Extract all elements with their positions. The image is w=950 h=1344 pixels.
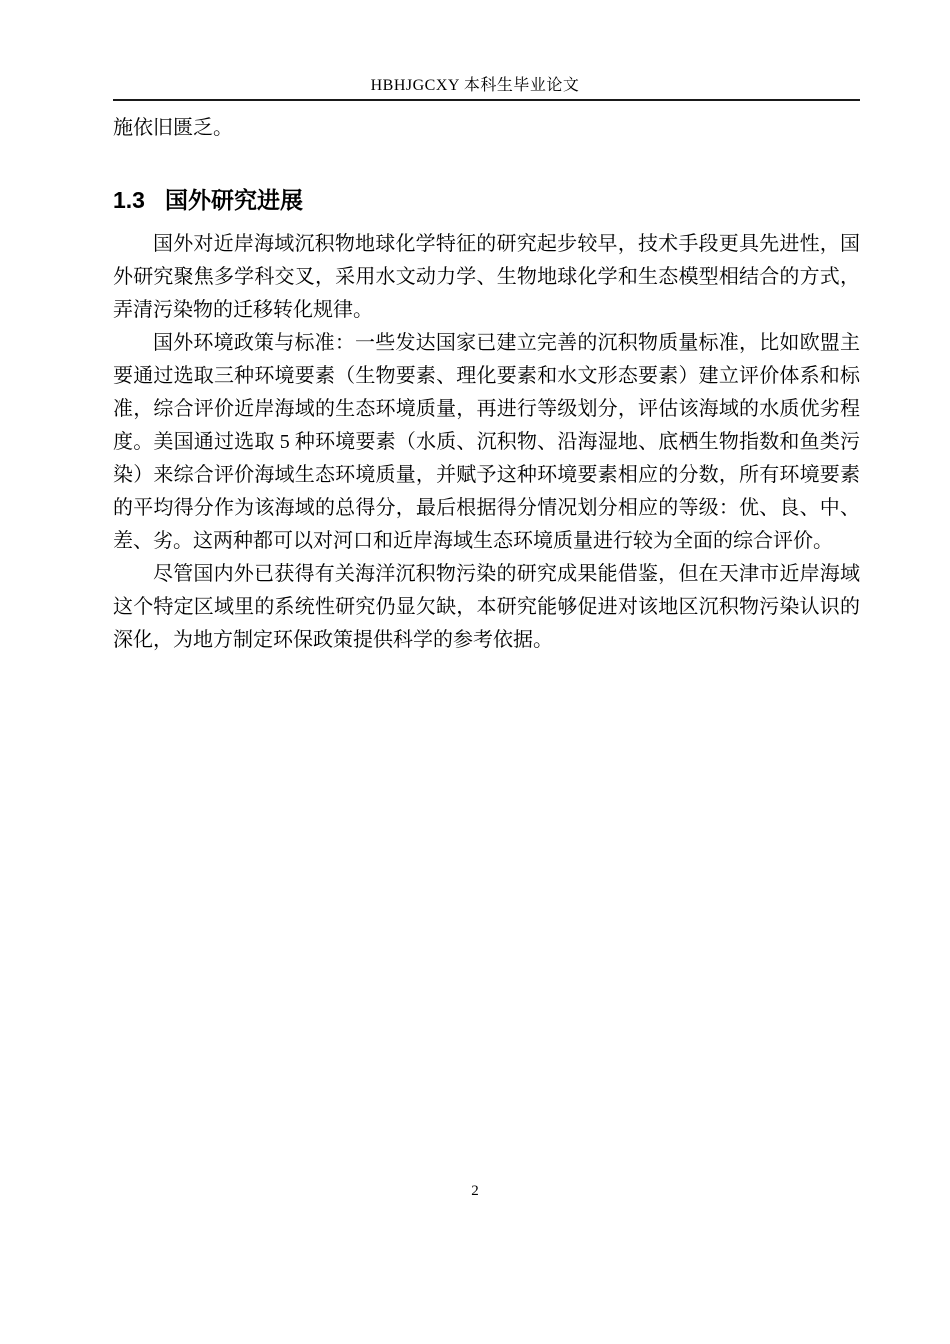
header-divider-rule <box>113 99 860 101</box>
running-header: HBHJGCXY 本科生毕业论文 <box>370 77 580 94</box>
paragraph-3: 尽管国内外已获得有关海洋沉积物污染的研究成果能借鉴，但在天津市近岸海域这个特定区域里的系统性研究仍显欠缺，本研究能够促进对该地区沉积物污染认识的深化，为地方制定环保政策提供科学的参考依据。 <box>113 563 860 651</box>
section-title: 国外研究进展 <box>164 187 303 213</box>
page-body <box>113 112 860 657</box>
carryover-paragraph: 施依旧匮乏。 <box>113 117 233 139</box>
section-heading <box>113 185 860 215</box>
section-number: 1.3 <box>113 187 145 213</box>
page-number: 2 <box>471 1183 479 1199</box>
paragraph-1: 国外对近岸海域沉积物地球化学特征的研究起步较早，技术手段更具先进性，国外研究聚焦多学科交叉，采用水文动力学、生物地球化学和生态模型相结合的方式，弄清污染物的迁移转化规律。 <box>113 233 860 321</box>
paragraph-2: 国外环境政策与标准：一些发达国家已建立完善的沉积物质量标准，比如欧盟主要通过选取三种环境要素（生物要素、理化要素和水文形态要素）建立评价体系和标准，综合评价近岸海域的生态环境质量，再进行等级划分，评估该海域的水质优劣程度。美国通过选取 5 种环境要素（水质、沉积物、沿海湿地、底栖生物指数和鱼类污染）来综合评价海域生态环境质量，并赋予这种环境要素相应的分数，所有环境要素的平均得分作为该海域的总得分，最后根据得分情况划分相应的等级：优、良、中、差、劣。这两种都可以对河口和近岸海域生态环境质量进行较为全面的综合评价。 <box>113 332 860 552</box>
